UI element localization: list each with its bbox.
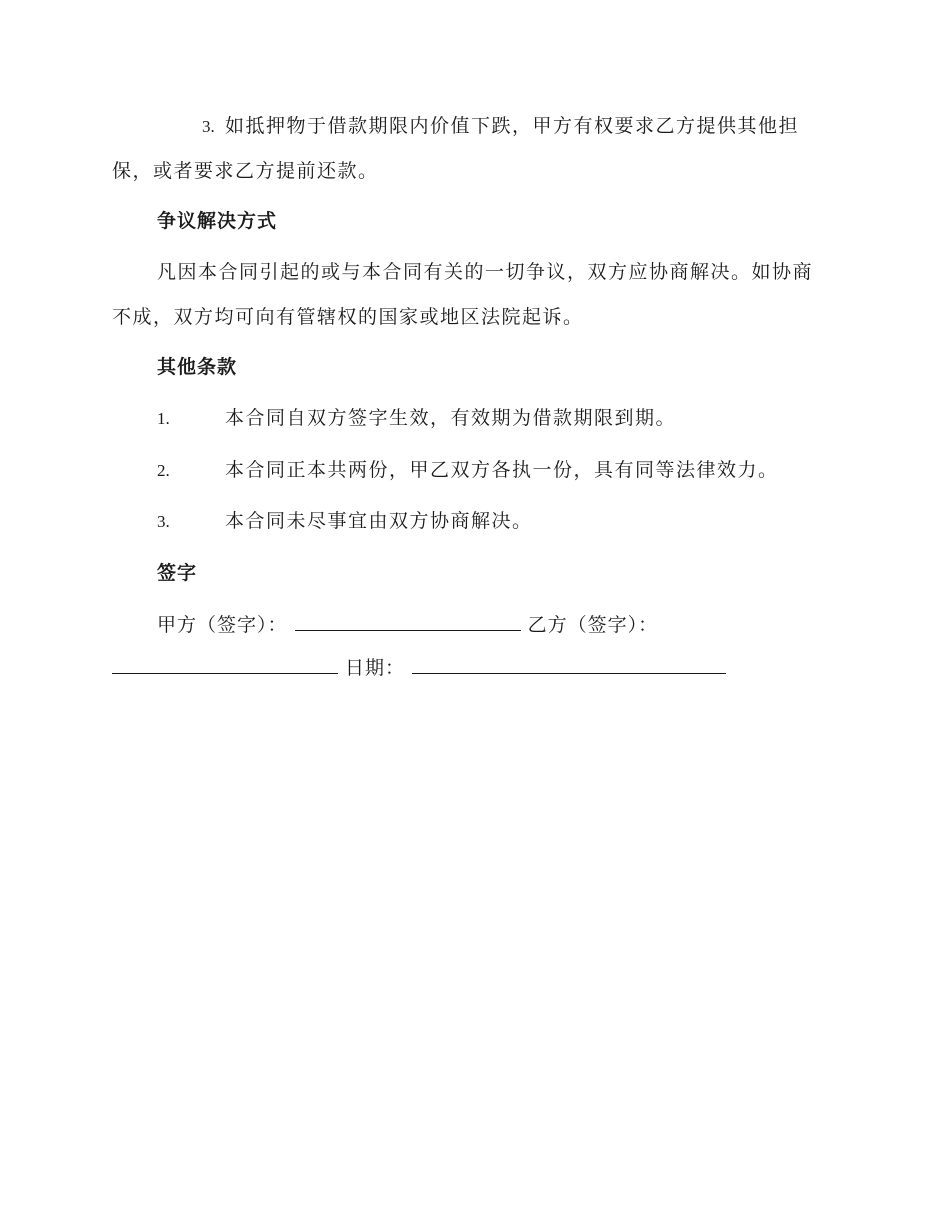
party-a-label: 甲方（签字）： bbox=[157, 614, 288, 636]
item-text: 本合同正本共两份，甲乙双方各执一份，具有同等法律效力。 bbox=[225, 459, 779, 481]
other-terms-item-3 bbox=[157, 499, 832, 544]
dispute-heading: 争议解决方式 bbox=[157, 210, 278, 232]
signature-line-date bbox=[112, 653, 726, 683]
clause-number: 3. bbox=[202, 117, 215, 136]
clause-item-3 bbox=[112, 104, 832, 194]
other-terms-heading: 其他条款 bbox=[157, 356, 238, 378]
clause-text: 如抵押物于借款期限内价值下跌，甲方有权要求乙方提供其他担保，或者要求乙方提前还款。 bbox=[112, 115, 800, 182]
signature-heading: 签字 bbox=[157, 562, 198, 584]
item-number: 1. bbox=[157, 409, 170, 428]
party-a-signature-blank bbox=[295, 610, 521, 631]
date-blank bbox=[412, 653, 726, 674]
date-label: 日期： bbox=[345, 657, 406, 679]
item-text: 本合同自双方签字生效，有效期为借款期限到期。 bbox=[225, 407, 677, 429]
party-b-signature-blank bbox=[112, 653, 338, 674]
item-text: 本合同未尽事宜由双方协商解决。 bbox=[225, 510, 533, 532]
other-terms-item-1 bbox=[157, 396, 832, 441]
item-number: 2. bbox=[157, 461, 170, 480]
signature-line-parties bbox=[157, 610, 658, 640]
item-number: 3. bbox=[157, 512, 170, 531]
dispute-body: 凡因本合同引起的或与本合同有关的一切争议，双方应协商解决。如协商不成，双方均可向有管辖权的国家或地区法院起诉。 bbox=[112, 261, 814, 328]
other-terms-item-2 bbox=[157, 448, 832, 493]
party-b-label: 乙方（签字）： bbox=[527, 614, 659, 636]
